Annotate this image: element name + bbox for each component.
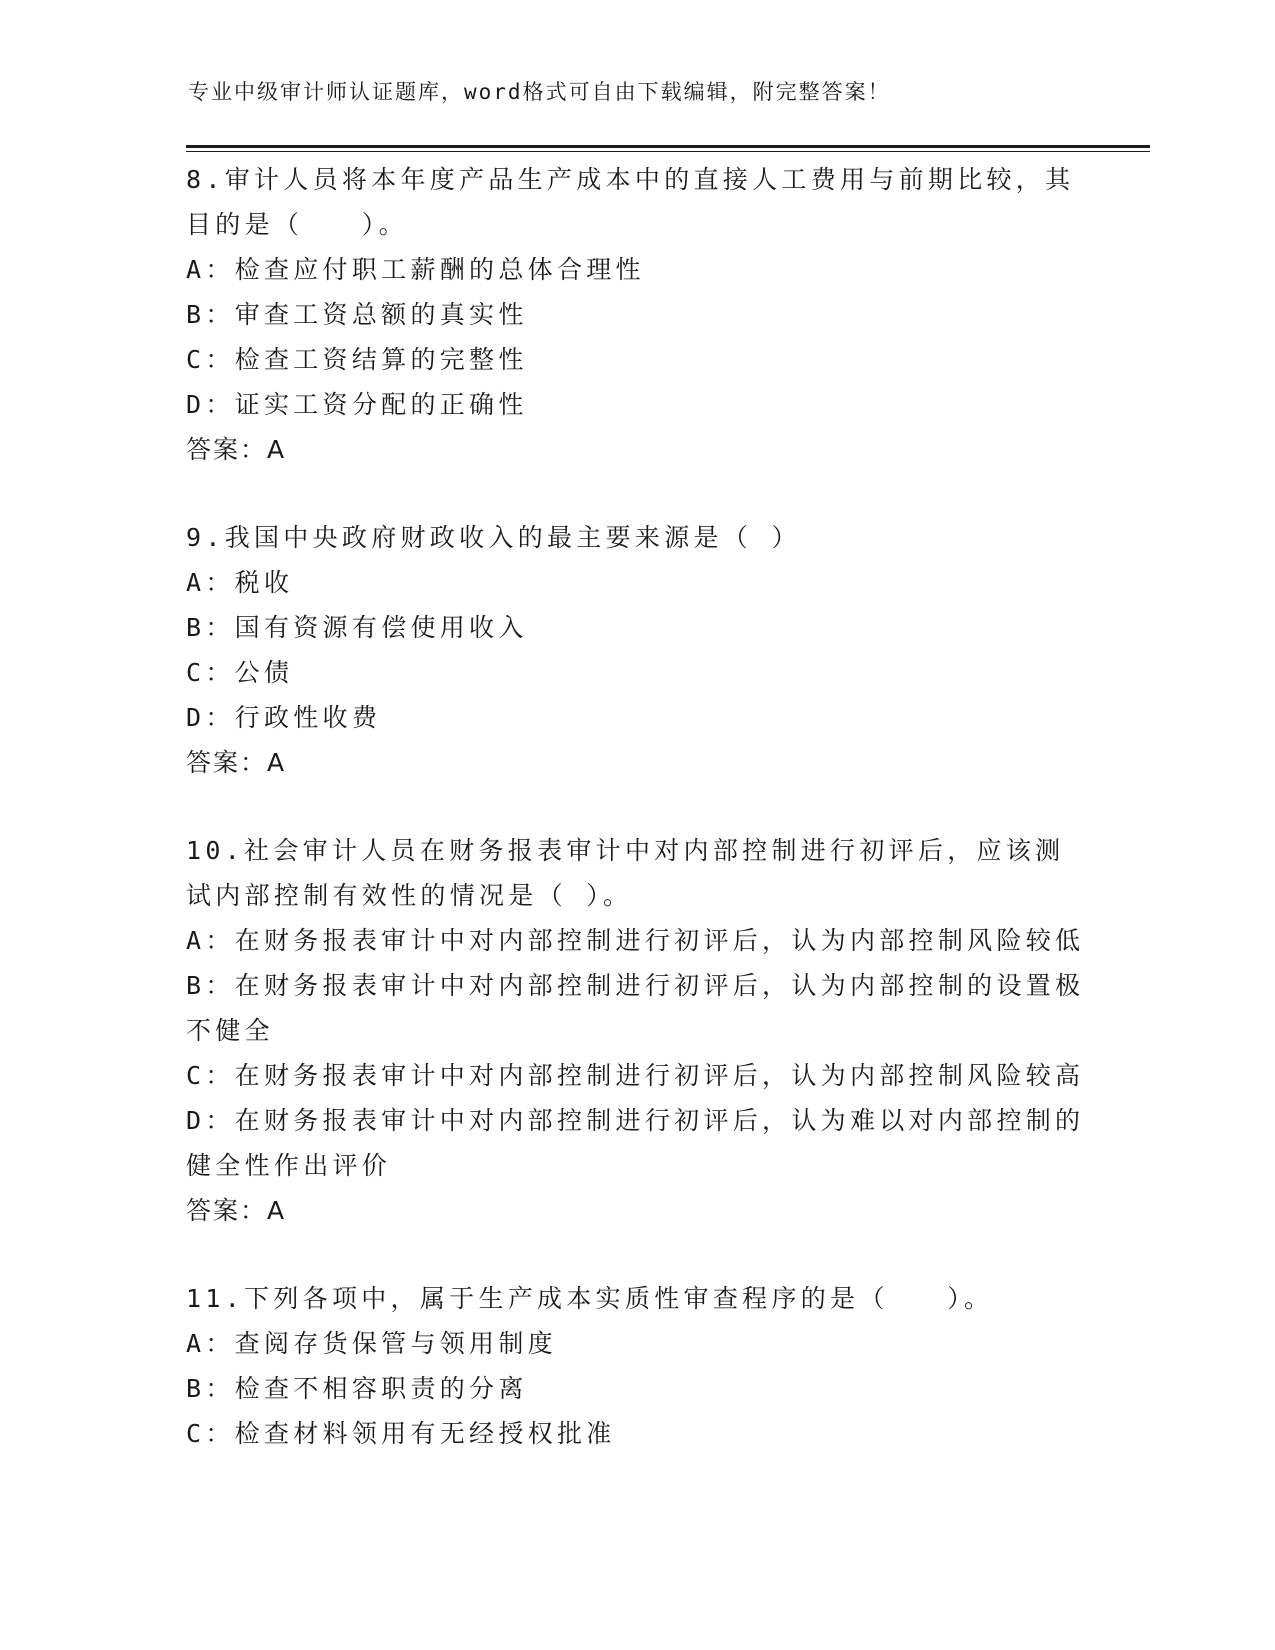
question-9 (186, 515, 1086, 785)
option-d: D：在财务报表审计中对内部控制进行初评后，认为难以对内部控制的健全性作出评价 (186, 1106, 1085, 1180)
option-a: A：检查应付职工薪酬的总体合理性 (186, 255, 645, 284)
option-c: C：检查工资结算的完整性 (186, 345, 528, 374)
option-a: A：税收 (186, 568, 294, 597)
question-10 (186, 828, 1086, 1233)
answer: 答案：A (186, 435, 287, 464)
option-a: A：在财务报表审计中对内部控制进行初评后，认为内部控制风险较低 (186, 926, 1085, 955)
option-d: D：行政性收费 (186, 703, 382, 732)
question-stem: 10.社会审计人员在财务报表审计中对内部控制进行初评后，应该测试内部控制有效性的情况是（ ）。 (186, 836, 1065, 910)
option-c: C：公债 (186, 658, 294, 687)
question-11 (186, 1276, 1086, 1456)
question-8 (186, 157, 1086, 472)
option-b: B：在财务报表审计中对内部控制进行初评后，认为内部控制的设置极不健全 (186, 971, 1085, 1045)
option-a: A：查阅存货保管与领用制度 (186, 1329, 557, 1358)
question-list (186, 157, 1086, 1499)
question-stem: 8.审计人员将本年度产品生产成本中的直接人工费用与前期比较，其目的是（ ）。 (186, 165, 1075, 239)
option-c: C：检查材料领用有无经授权批准 (186, 1419, 616, 1448)
header-rule-thick (186, 145, 1150, 148)
answer: 答案：A (186, 748, 287, 777)
option-b: B：检查不相容职责的分离 (186, 1374, 528, 1403)
option-d: D：证实工资分配的正确性 (186, 390, 528, 419)
answer: 答案：A (186, 1196, 287, 1225)
question-stem: 11.下列各项中，属于生产成本实质性审查程序的是（ ）。 (186, 1284, 994, 1313)
option-c: C：在财务报表审计中对内部控制进行初评后，认为内部控制风险较高 (186, 1061, 1085, 1090)
option-b: B：审查工资总额的真实性 (186, 300, 528, 329)
header-rule-thin (186, 151, 1150, 152)
document-header: 专业中级审计师认证题库，word格式可自由下载编辑，附完整答案！ (188, 80, 891, 104)
option-b: B：国有资源有偿使用收入 (186, 613, 528, 642)
question-stem: 9.我国中央政府财政收入的最主要来源是（ ） (186, 523, 801, 552)
